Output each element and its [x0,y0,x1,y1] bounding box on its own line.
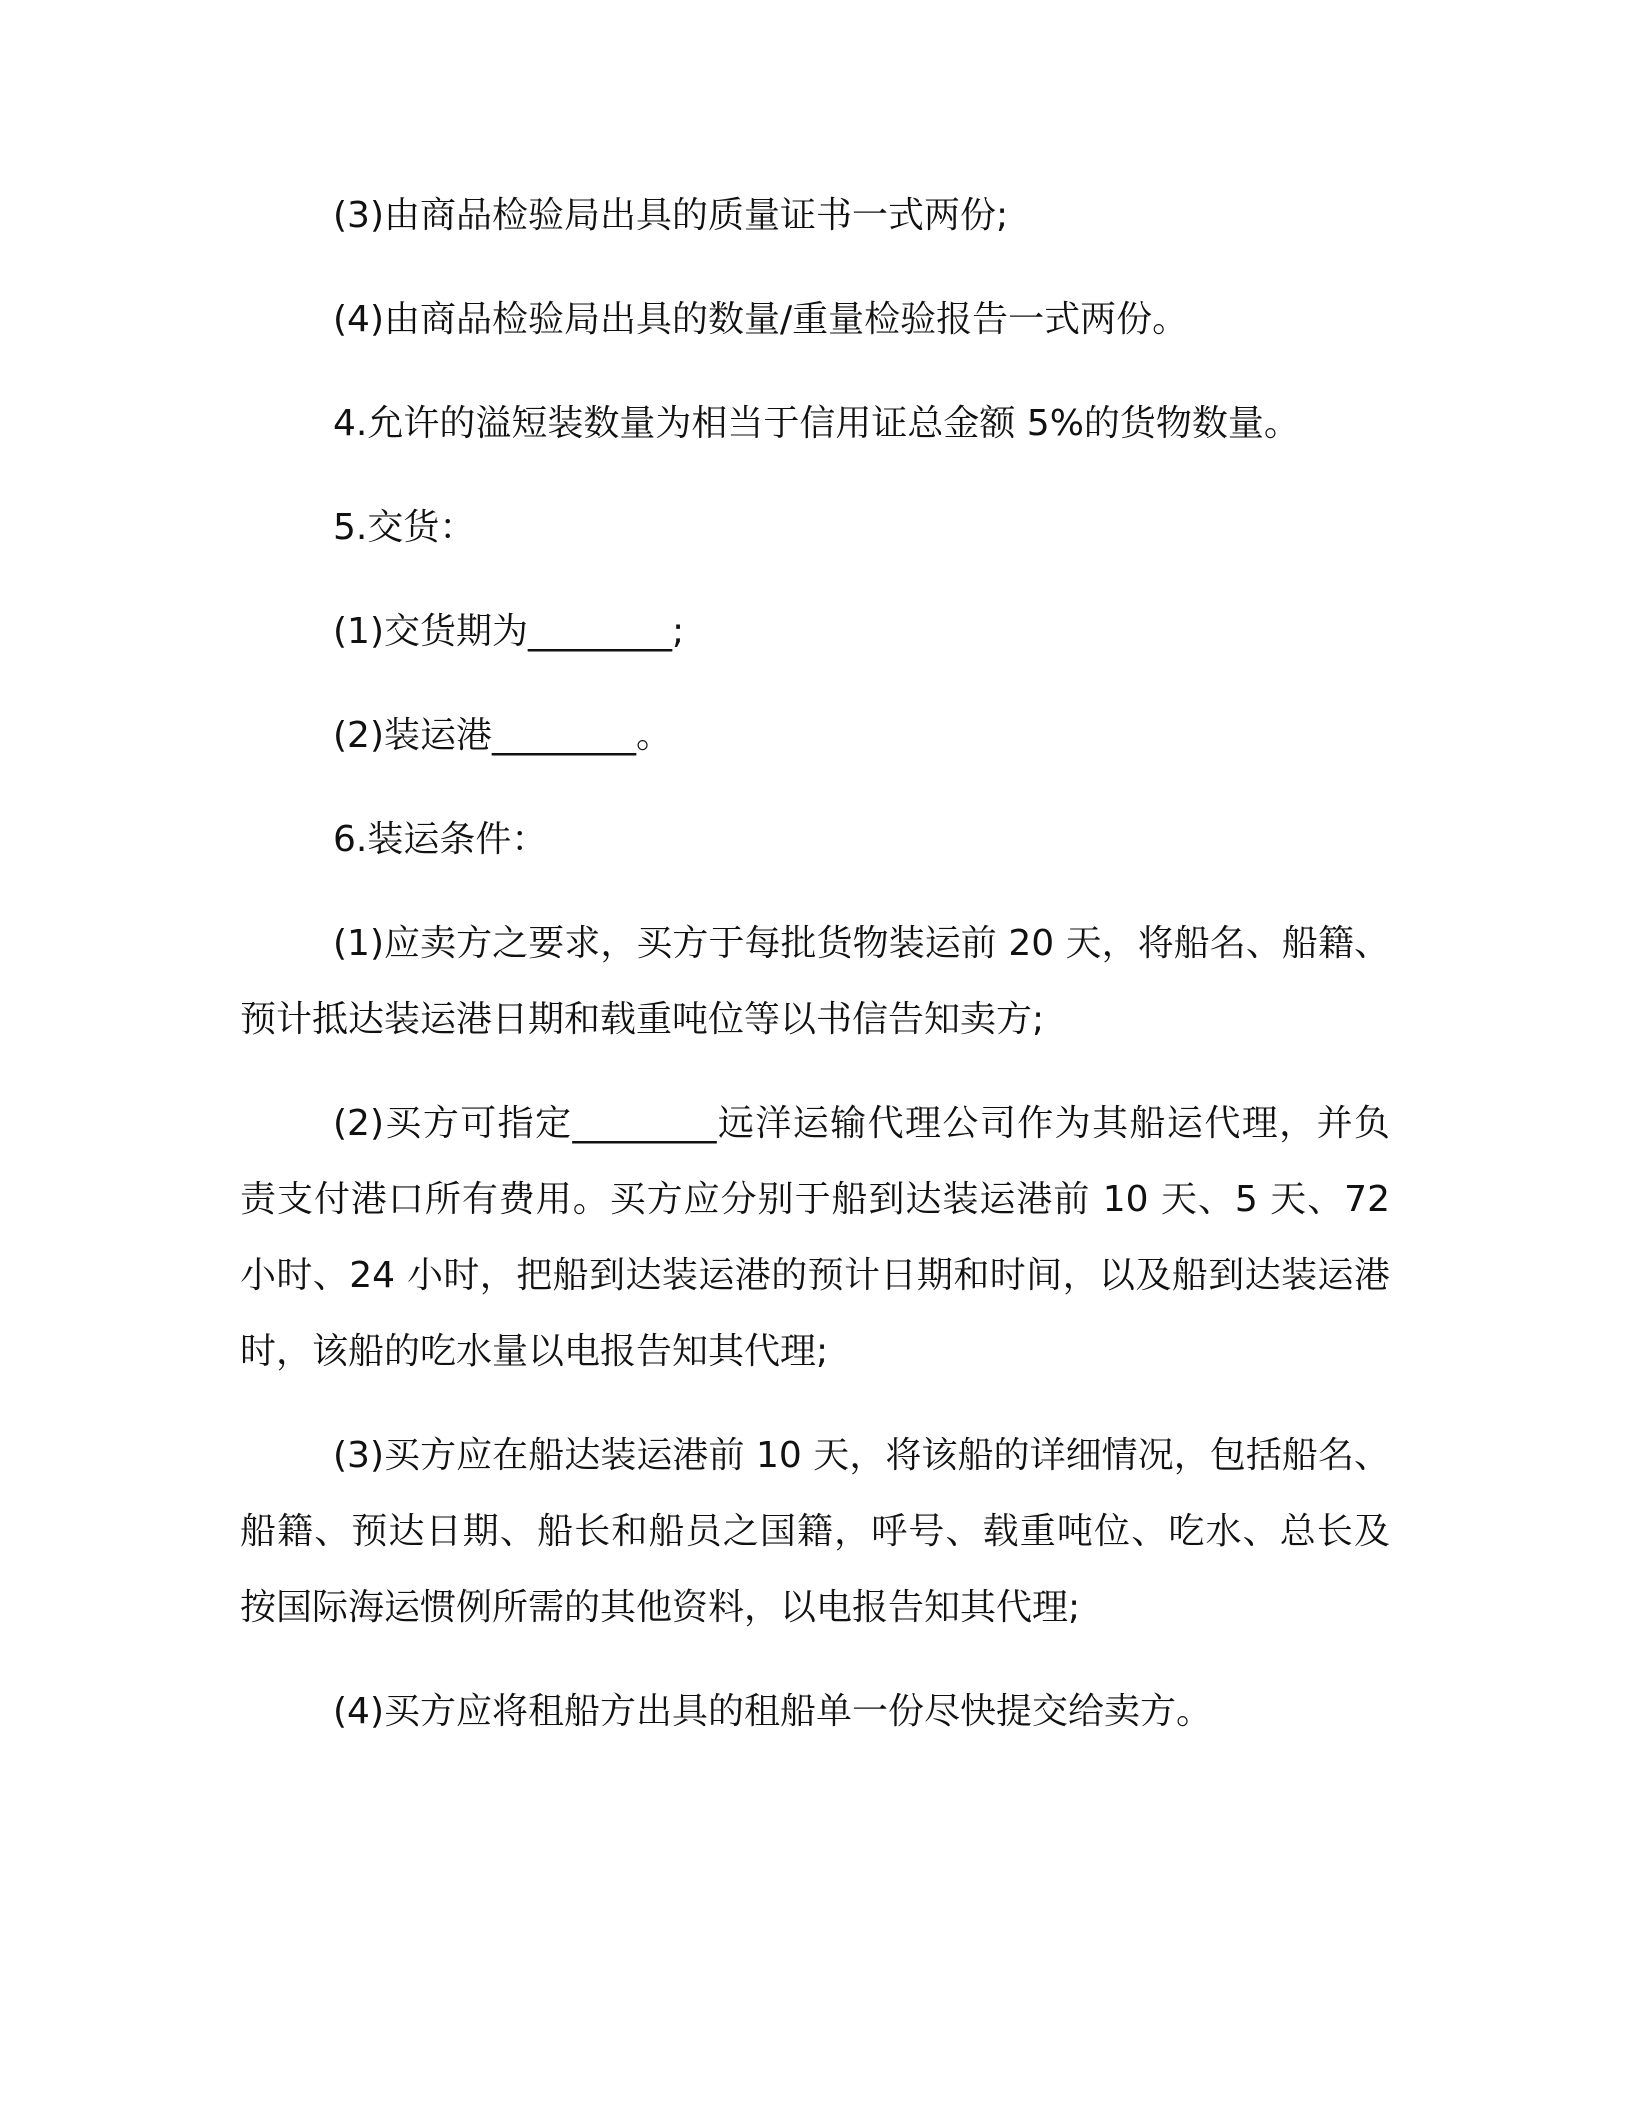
paragraph-vessel-details: (3)买方应在船达装运港前 10 天，将该船的详细情况，包括船名、船籍、预达日期、船长和船员之国籍，呼号、载重吨位、吃水、总长及按国际海运惯例所需的其他资料，以电报告知其代理; [240,1435,1390,1628]
paragraph-loading-port: (2)装运港________。 [333,715,672,756]
section-heading-shipping-terms: 6.装运条件： [333,819,548,860]
paragraph-quantity-weight-report: (4)由商品检验局出具的数量/重量检验报告一式两份。 [333,299,1189,340]
document-body [240,178,1390,1778]
paragraph-charter-party: (4)买方应将租船方出具的租船单一份尽快提交给卖方。 [333,1691,1212,1732]
paragraph-shipping-agent: (2)买方可指定________远洋运输代理公司作为其船运代理，并负责支付港口所有费用。买方应分别于船到达装运港前 10 天、5 天、72 小时、24 小时，把船到达装运港的预计日期和时间，以及船到达装运港时，该船的吃水量以电报告知其代理; [240,1103,1390,1372]
paragraph-delivery-period: (1)交货期为________; [333,611,685,652]
paragraph-tolerance-clause: 4.允许的溢短装数量为相当于信用证总金额 5%的货物数量。 [333,403,1300,444]
paragraph-vessel-notice: (1)应卖方之要求，买方于每批货物装运前 20 天，将船名、船籍、预计抵达装运港日期和载重吨位等以书信告知卖方; [240,923,1390,1040]
section-heading-delivery: 5.交货： [333,507,476,548]
paragraph-quality-certificate: (3)由商品检验局出具的质量证书一式两份; [333,195,1009,236]
